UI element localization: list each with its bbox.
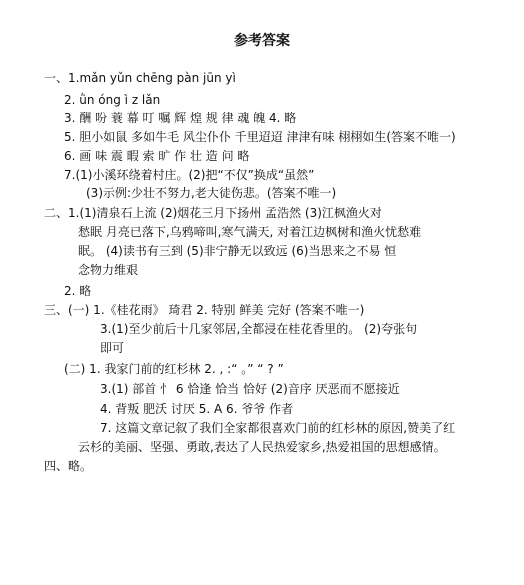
answer-line-3: 3. 酬 吩 蓑 幕 叮 嘱 辉 煌 规 律 魂 魄 4. 略 — [64, 111, 297, 125]
answer-line-13: 三、(一) 1.《桂花雨》 琦君 2. 特别 鲜美 完好 (答案不唯一) — [44, 303, 365, 317]
answer-line-11: 念物力维艰 — [78, 263, 139, 277]
answer-line-14: 3.(1)至少前后十几家邻居,全都浸在桂花香里的。 (2)夸张句 — [100, 322, 418, 336]
answer-line-10: 眠。 (4)读书有三到 (5)非宁静无以致远 (6)当思来之不易 恒 — [78, 244, 397, 258]
answer-line-12: 2. 略 — [64, 284, 92, 298]
answer-line-15: 即可 — [100, 341, 125, 355]
answer-line-4: 5. 胆小如鼠 多如牛毛 风尘仆仆 千里迢迢 津津有味 栩栩如生(答案不唯一) — [64, 130, 456, 144]
answer-line-9: 愁眠 月亮已落下,乌鸦啼叫,寒气满天, 对着江边枫树和渔火忧愁难 — [78, 225, 422, 239]
answer-line-16: (二) 1. 我家门前的红杉林 2. , :“ 。” “ ? ” — [64, 362, 284, 376]
answer-line-21: 四、略。 — [44, 459, 93, 473]
answer-line-8: 二、1.(1)清泉石上流 (2)烟花三月下扬州 孟浩然 (3)江枫渔火对 — [44, 206, 382, 220]
answer-line-6: 7.(1)小溪环绕着村庄。(2)把“不仅”换成“虽然” — [64, 168, 315, 182]
answer-line-2: 2. ǜn óng ì z lǎn — [64, 93, 161, 107]
answer-line-20: 云杉的美丽、坚强、勇敢,表达了人民热爱家乡,热爱祖国的思想感情。 — [78, 440, 446, 454]
answer-line-17: 3.(1) 部首 忄 6 恰逢 恰当 恰好 (2)音序 厌恶而不愿接近 — [100, 382, 400, 396]
answer-line-18: 4. 背叛 肥沃 讨厌 5. A 6. 爷爷 作者 — [100, 402, 294, 416]
answer-line-1: 一、1.mǎn yǔn chēng pàn jūn yì — [44, 71, 236, 85]
answer-line-7: (3)示例:少壮不努力,老大徒伤悲。(答案不唯一) — [86, 186, 337, 200]
answer-line-5: 6. 画 味 震 暇 索 旷 作 壮 造 问 略 — [64, 149, 250, 163]
page-title: 参考答案 — [234, 33, 290, 49]
answer-line-19: 7. 这篇文章记叙了我们全家都很喜欢门前的红杉林的原因,赞美了红 — [100, 421, 456, 435]
